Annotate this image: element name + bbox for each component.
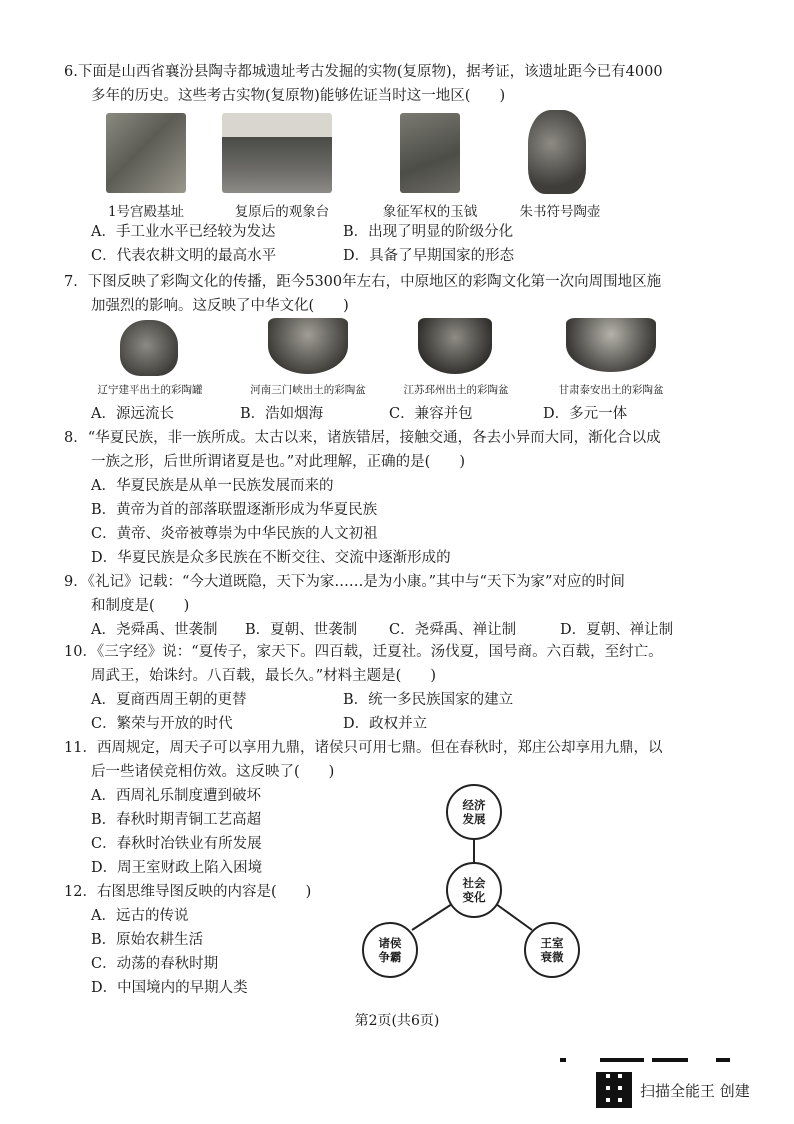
scan-marks — [560, 1058, 730, 1062]
q10-option-c[interactable]: C．繁荣与开放的时代 — [91, 716, 233, 732]
q10-option-a[interactable]: A．夏商西周王朝的更替 — [91, 692, 247, 708]
q7-option-a[interactable]: A．源远流长 — [91, 406, 174, 422]
q11-option-c[interactable]: C．春秋时冶铁业有所发展 — [91, 836, 262, 852]
q6-caption-3: 象征军权的玉钺 — [382, 204, 478, 220]
q11-stem-line2: 后一些诸侯竞相仿效。这反映了( ) — [91, 764, 335, 780]
q7-option-c[interactable]: C．兼容并包 — [389, 406, 473, 422]
q10-option-b[interactable]: B．统一多民族国家的建立 — [343, 692, 514, 708]
q12-option-b[interactable]: B．原始农耕生活 — [91, 932, 204, 948]
q7-option-d[interactable]: D．多元一体 — [543, 406, 628, 422]
q8-option-d[interactable]: D．华夏民族是众多民族在不断交往、交流中逐渐形成的 — [91, 550, 451, 566]
q7-caption-1: 辽宁建平出土的彩陶罐 — [97, 384, 203, 396]
mind-map-node-royal-decline: 王室 衰微 — [524, 922, 580, 978]
q6-caption-4: 朱书符号陶壶 — [519, 204, 601, 220]
qr-code-icon — [596, 1072, 632, 1108]
q8-option-b[interactable]: B．黄帝为首的部落联盟逐渐形成为华夏民族 — [91, 502, 378, 518]
q12-option-a[interactable]: A．远古的传说 — [91, 908, 189, 924]
q10-stem-line1: 10．《三字经》说：“夏传子，家天下。四百载，迁夏社。汤伐夏，国号商。六百载，至纣亡。 — [64, 644, 663, 660]
mind-map-node-vassal-hegemony: 诸侯 争霸 — [362, 922, 418, 978]
q9-option-d[interactable]: D．夏朝、禅让制 — [560, 622, 674, 638]
q6-stem-line2: 多年的历史。这些考古实物(复原物)能够佐证当时这一地区( ) — [91, 88, 506, 104]
q6-option-d[interactable]: D．具备了早期国家的形态 — [343, 248, 515, 264]
q9-option-c[interactable]: C．尧舜禹、禅让制 — [389, 622, 517, 638]
q7-stem-line1: 7．下图反映了彩陶文化的传播，距今5300年左右，中原地区的彩陶文化第一次向周围地区施 — [64, 274, 662, 290]
q12-stem: 12．右图思维导图反映的内容是( ) — [64, 884, 312, 900]
q11-stem-line1: 11．西周规定，周天子可以享用九鼎，诸侯只可用七鼎。但在春秋时，郑庄公却享用九鼎，以 — [64, 740, 663, 756]
q7-caption-3: 江苏邳州出土的彩陶盆 — [403, 384, 509, 396]
q6-stem-line1: 6.下面是山西省襄汾县陶寺都城遗址考古发掘的实物(复原物)，据考证，该遗址距今已有4000 — [64, 64, 663, 80]
q8-option-a[interactable]: A．华夏民族是从单一民族发展而来的 — [91, 478, 334, 494]
q7-stem-line2: 加强烈的影响。这反映了中华文化( ) — [91, 298, 349, 314]
q9-option-b[interactable]: B．夏朝、世袭制 — [245, 622, 358, 638]
q12-option-c[interactable]: C．动荡的春秋时期 — [91, 956, 219, 972]
q10-option-d[interactable]: D．政权并立 — [343, 716, 428, 732]
q9-stem-line2: 和制度是( ) — [91, 598, 190, 614]
q6-option-b[interactable]: B．出现了明显的阶级分化 — [343, 224, 514, 240]
q6-caption-1: 1号宫殿基址 — [107, 204, 185, 220]
mind-map-node-social-change: 社会 变化 — [446, 862, 502, 918]
q8-option-c[interactable]: C．黄帝、炎帝被尊崇为中华民族的人文初祖 — [91, 526, 378, 542]
q6-caption-2: 复原后的观象台 — [234, 204, 330, 220]
q11-option-d[interactable]: D．周王室财政上陷入困境 — [91, 860, 263, 876]
q9-option-a[interactable]: A．尧舜禹、世袭制 — [91, 622, 218, 638]
q10-stem-line2: 周武王，始诛纣。八百载，最长久。”材料主题是( ) — [91, 668, 436, 684]
mind-map-node-economic-development: 经济 发展 — [446, 784, 502, 840]
q6-option-c[interactable]: C．代表农耕文明的最高水平 — [91, 248, 277, 264]
page-number: 第2页(共6页) — [354, 1013, 440, 1029]
q7-caption-2: 河南三门峡出土的彩陶盆 — [250, 384, 366, 396]
q9-stem-line1: 9．《礼记》记载：“今大道既隐，天下为家……是为小康。”其中与“天下为家”对应的时间 — [64, 574, 625, 590]
scanner-watermark: 扫描全能王 创建 — [640, 1082, 750, 1100]
q6-option-a[interactable]: A．手工业水平已经较为发达 — [91, 224, 276, 240]
q11-option-b[interactable]: B．春秋时期青铜工艺高超 — [91, 812, 262, 828]
q7-option-b[interactable]: B．浩如烟海 — [240, 406, 324, 422]
q8-stem-line2: 一族之形，后世所谓诸夏是也。”对此理解，正确的是( ) — [91, 454, 465, 470]
q7-caption-4: 甘肃泰安出土的彩陶盆 — [558, 384, 664, 396]
q8-stem-line1: 8．“华夏民族，非一族所成。太古以来，诸族错居，接触交通，各去小异而大同，渐化合以成 — [64, 430, 661, 446]
q11-option-a[interactable]: A．西周礼乐制度遭到破坏 — [91, 788, 261, 804]
q12-option-d[interactable]: D．中国境内的早期人类 — [91, 980, 248, 996]
